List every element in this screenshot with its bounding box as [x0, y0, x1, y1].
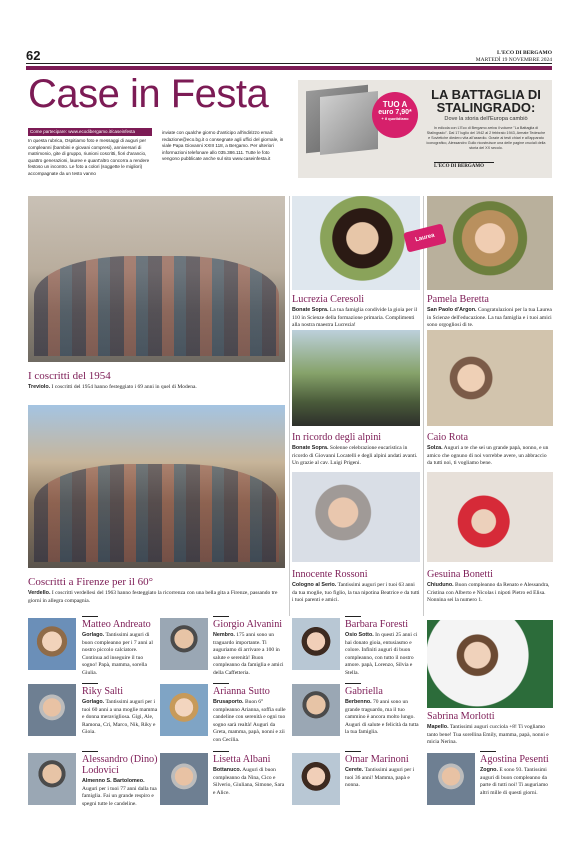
entry-text-coscritti-1954 — [28, 384, 285, 392]
book-cover — [320, 91, 378, 155]
entry-text-omar — [345, 767, 421, 790]
advert-stalingrado[interactable] — [298, 80, 552, 178]
entry-message: Solenne celebrazione eucaristica in ricordo di Giovanni Locatelli e degli alpini andati avanti. Un grazie al cav. Luigi Prigeni. — [292, 445, 418, 467]
photo-matteo-andreato — [28, 618, 76, 670]
entry-place: Berbenno. — [345, 699, 372, 705]
price-badge-line2: euro 7,90* — [378, 109, 412, 117]
entry-name-riky: Riky Salti — [82, 686, 124, 697]
advert-subtitle: Dove la storia dell'Europa cambiò — [444, 116, 528, 122]
entry-name-agostina: Agostina Pesenti — [480, 754, 549, 765]
entry-rule — [213, 683, 229, 684]
entry-message: Tantissimi auguri per i tuoi 63 anni da tua moglie, tuo figlio, la tua nipotina Beatrice e da tutti i tuoi parenti e amici. — [292, 582, 420, 604]
entry-text-barbara — [345, 632, 421, 677]
photo-alpini — [292, 330, 420, 426]
entry-place: Bonate Sopra. — [292, 445, 329, 451]
entry-name-giorgio: Giorgio Alvanini — [213, 619, 283, 630]
entry-text-giorgio — [213, 632, 287, 677]
contact-bar[interactable]: Come partecipare: www.ecodibergamo.it/caseinfesta — [28, 128, 152, 136]
entry-name-gabriella: Gabriella — [345, 686, 383, 697]
entry-message: In questi 25 anni ci hai donato gioia, entusiasmo e colore. Infiniti auguri di buon compleanno, con tutto il nostro amore. papà, Lorenzo, Silvia e Stella. — [345, 632, 418, 676]
price-badge-line1: TUO A — [382, 100, 408, 109]
photo-arianna-sutto — [160, 684, 208, 736]
photo-lisetta-albani — [160, 753, 208, 805]
entry-text-firenze — [28, 590, 285, 605]
entry-text-alessandro — [82, 778, 158, 808]
entry-name-caio: Caio Rota — [427, 432, 469, 443]
entry-message: I coscritti del 1954 hanno festeggiato i 69 anni in quel di Modena. — [51, 384, 197, 390]
advert-title: LA BATTAGLIA DI STALINGRADO: — [431, 87, 541, 115]
entry-name-coscritti-1954: I coscritti del 1954 — [28, 370, 111, 382]
entry-text-lucrezia — [292, 307, 420, 330]
photo-alessandro-lodovici — [28, 753, 76, 805]
entry-name-alessandro: Alessandro (Dino) Lodovici — [82, 754, 158, 777]
photo-giorgio-alvanini — [160, 618, 208, 670]
masthead-name: L'ECO DI BERGAMO — [496, 50, 552, 56]
entry-message: Auguri per i tuoi 77 anni dalla tua famiglia. Fai un grande respiro e spegni tutte le candeline. — [82, 785, 157, 807]
entry-name-sabrina: Sabrina Morlotti — [427, 711, 495, 722]
entry-place: Gorlago. — [82, 699, 105, 705]
column-divider — [289, 196, 290, 616]
entry-place: Cerete. — [345, 767, 364, 773]
entry-name-lucrezia: Lucrezia Ceresoli — [292, 294, 365, 305]
entry-text-agostina — [480, 767, 553, 797]
masthead-date: MARTEDÌ 19 NOVEMBRE 2024 — [475, 57, 552, 64]
entry-message: Buon compleanno da Renato e Alessandra, Cristina con Alberto e Nicolas i nipoti Pietro ed Elisa. Nonnina sei la numero 1. — [427, 582, 550, 604]
entry-name-lisetta: Lisetta Albani — [213, 754, 271, 765]
advert-body: In edicola con L'Eco di Bergamo arriva il volume "La Battaglia di Stalingrado". Dal 17 luglio del 1942 al 2 febbraio 1943, Armate Tedesche e Sovietiche diedero vita all'assedio. Grazie ai testi chiari e all'apparato iconografico, Alessandro Gullo ricostruisce una delle pagine cruciali della storia del XX secolo. — [426, 126, 546, 150]
photo-lucrezia-ceresoli — [292, 196, 420, 290]
entry-name-innocente: Innocente Rossoni — [292, 569, 368, 580]
column-divider — [423, 196, 424, 616]
entry-place: Almenno S. Bartolomeo. — [82, 778, 145, 784]
entry-message: Tantissimi auguri di buon compleanno per i 7 anni al nostro piccolo calciatore. Continua ad inseguire il tuo sogno! Papà, mamma, sorella Giulia. — [82, 632, 153, 676]
entry-text-gabriella — [345, 699, 421, 737]
entry-place: Gorlago. — [82, 632, 105, 638]
entry-rule — [213, 616, 229, 617]
entry-message: 70 anni sono un grande traguardo, ma il tuo cammino è ancora molto lungo. Auguri di salute e felicità da tutta la tua famiglia. — [345, 699, 419, 736]
entry-name-arianna: Arianna Sutto — [213, 686, 270, 697]
entry-message: 175 anni sono un traguardo importante. Ti auguriamo di arrivare a 100 in salute e serenità! Buon compleanno da famiglia e amici della Caffetteria. — [213, 632, 284, 676]
entry-rule — [213, 751, 229, 752]
entry-name-matteo: Matteo Andreato — [82, 619, 151, 630]
laurea-badge: Laurea — [403, 223, 447, 252]
photo-gabriella — [292, 684, 340, 736]
entry-place: Osio Sotto. — [345, 632, 374, 638]
entry-rule — [82, 616, 98, 617]
entry-place: Solza. — [427, 445, 443, 451]
entry-name-omar: Omar Marinoni — [345, 754, 409, 765]
group-figures — [34, 256, 279, 356]
entry-message: La tua famiglia condivide la gioia per il 110 in Scienze della formazione primaria. Complimenti alla nostra maestra Lucrezia! — [292, 307, 418, 329]
entry-rule — [480, 751, 496, 752]
page-number: 62 — [26, 48, 41, 63]
entry-text-pamela — [427, 307, 553, 330]
entry-rule — [345, 616, 361, 617]
photo-caio-rota — [427, 330, 553, 426]
entry-message: Buon 6° compleanno Arianna, soffia sulle candeline con serenità e ogni tuo sogno sarà realtà! Auguri da Greta, mamma, papà, nonni e zii con Cecilia. — [213, 699, 286, 743]
intro-text-column-1: In questa rubrica, Ospitiamo foto e messaggi di auguri per compleanni (bambini e giovani compresi), anniversari di matrimonio, gite di gruppo, riunioni coscritti, fiori d'arancio, quattro generazioni, lauree e quant'altro concorra a rendere festoso un incontro. Le foto a colori (soggette le migliori) accompagnate da un testo vanno — [28, 138, 150, 176]
advert-logo: L'ECO DI BERGAMO — [434, 162, 494, 169]
entry-name-firenze: Coscritti a Firenze per il 60° — [28, 576, 154, 588]
entry-place: Brusaporto. — [213, 699, 244, 705]
entry-place: Verdello. — [28, 590, 51, 596]
entry-place: Bonate Sopra. — [292, 307, 329, 313]
entry-rule — [345, 683, 361, 684]
photo-innocente-rossoni — [292, 472, 420, 562]
photo-barbara-foresti — [292, 618, 340, 670]
intro-text-column-2: inviate con qualche giorno d'anticipo all'indirizzo email: redazione@eco.bg.it o consegnate agli uffici del giornale, in viale Papa Giovanni XXIII 118, a Bergamo. Per ulteriori informazioni telefonare allo 035.386.111. Tutte le foto vengono pubblicate anche sul sito www.caseinfesta.it — [162, 130, 284, 162]
price-badge — [372, 92, 418, 138]
entry-text-innocente — [292, 582, 420, 605]
photo-gesuina-bonetti — [427, 472, 553, 562]
entry-place: San Paolo d'Argon. — [427, 307, 477, 313]
entry-message: Tantissimi auguri per i tuoi 36 anni! Mamma, papà e nonna. — [345, 767, 415, 789]
photo-pamela-beretta — [427, 196, 553, 290]
header-rule — [26, 63, 552, 64]
entry-message: E sono 93. Tantissimi auguri di buon compleanno da parte di tutti noi! Ti auguriamo altri mille di questi giorni. — [480, 767, 548, 796]
entry-name-barbara: Barbara Foresti — [345, 619, 409, 630]
entry-place: Treviolo. — [28, 384, 51, 390]
entry-message: I coscritti verdellesi del 1963 hanno festeggiato la ricorrenza con una bella gita a Firenze, passando tre giorni in allegra compagnia. — [28, 590, 278, 604]
photo-riky-salti — [28, 684, 76, 736]
photo-omar-marinoni — [292, 753, 340, 805]
entry-place: Cologno al Serio. — [292, 582, 337, 588]
entry-message: Tantissimi auguri cucciola +8! Ti vogliamo tanto bene! Tua sorellina Emily, mamma, papà, nonni e micia Nerina. — [427, 724, 549, 746]
photo-coscritti-1954 — [28, 196, 285, 362]
section-title: Case in Festa — [28, 72, 269, 116]
entry-place: Nembro. — [213, 632, 235, 638]
entry-message: Auguri di buon compleanno da Nina, Cico e Silverio, Giuliana, Simone, Sara e Alice. — [213, 767, 285, 796]
entry-message: Auguri a te che sei un grande papà, nonno, e un amico che ognuno di noi vorrebbe avere, un abbraccio da tutti noi, ti vogliamo bene. — [427, 445, 549, 467]
entry-text-arianna — [213, 699, 287, 744]
entry-text-alpini — [292, 445, 420, 468]
entry-text-sabrina — [427, 724, 553, 747]
entry-text-matteo — [82, 632, 158, 677]
price-badge-line3: + il quotidiano — [381, 115, 409, 121]
entry-place: Mapello. — [427, 724, 449, 730]
photo-agostina-pesenti — [427, 753, 475, 805]
entry-place: Zogno. — [480, 767, 498, 773]
entry-text-lisetta — [213, 767, 287, 797]
entry-place: Chiuduno. — [427, 582, 454, 588]
entry-message: Tantissimi auguri per i tuoi 60 anni a una moglie mamma e donna meravigliosa. Gigi, Ale, Ramona, Cri, Marco, Nik, Riky e Gioia. — [82, 699, 158, 736]
entry-rule — [82, 751, 98, 752]
entry-name-gesuina: Gesuina Bonetti — [427, 569, 493, 580]
photo-coscritti-firenze — [28, 405, 285, 568]
entry-name-alpini: In ricordo degli alpini — [292, 432, 382, 443]
entry-name-pamela: Pamela Beretta — [427, 294, 489, 305]
entry-text-caio — [427, 445, 553, 468]
entry-rule — [345, 751, 361, 752]
entry-message: Congratulazioni per la tua Laurea in Scienze dell'educazione. La tua famiglia e i tuoi amici sono orgogliosi di te. — [427, 307, 552, 329]
entry-text-gesuina — [427, 582, 553, 605]
entry-rule — [82, 683, 98, 684]
accent-rule — [26, 66, 552, 70]
photo-sabrina-morlotti — [427, 620, 553, 708]
group-figures — [34, 464, 279, 562]
entry-place: Bottanuco. — [213, 767, 242, 773]
entry-text-riky — [82, 699, 158, 737]
